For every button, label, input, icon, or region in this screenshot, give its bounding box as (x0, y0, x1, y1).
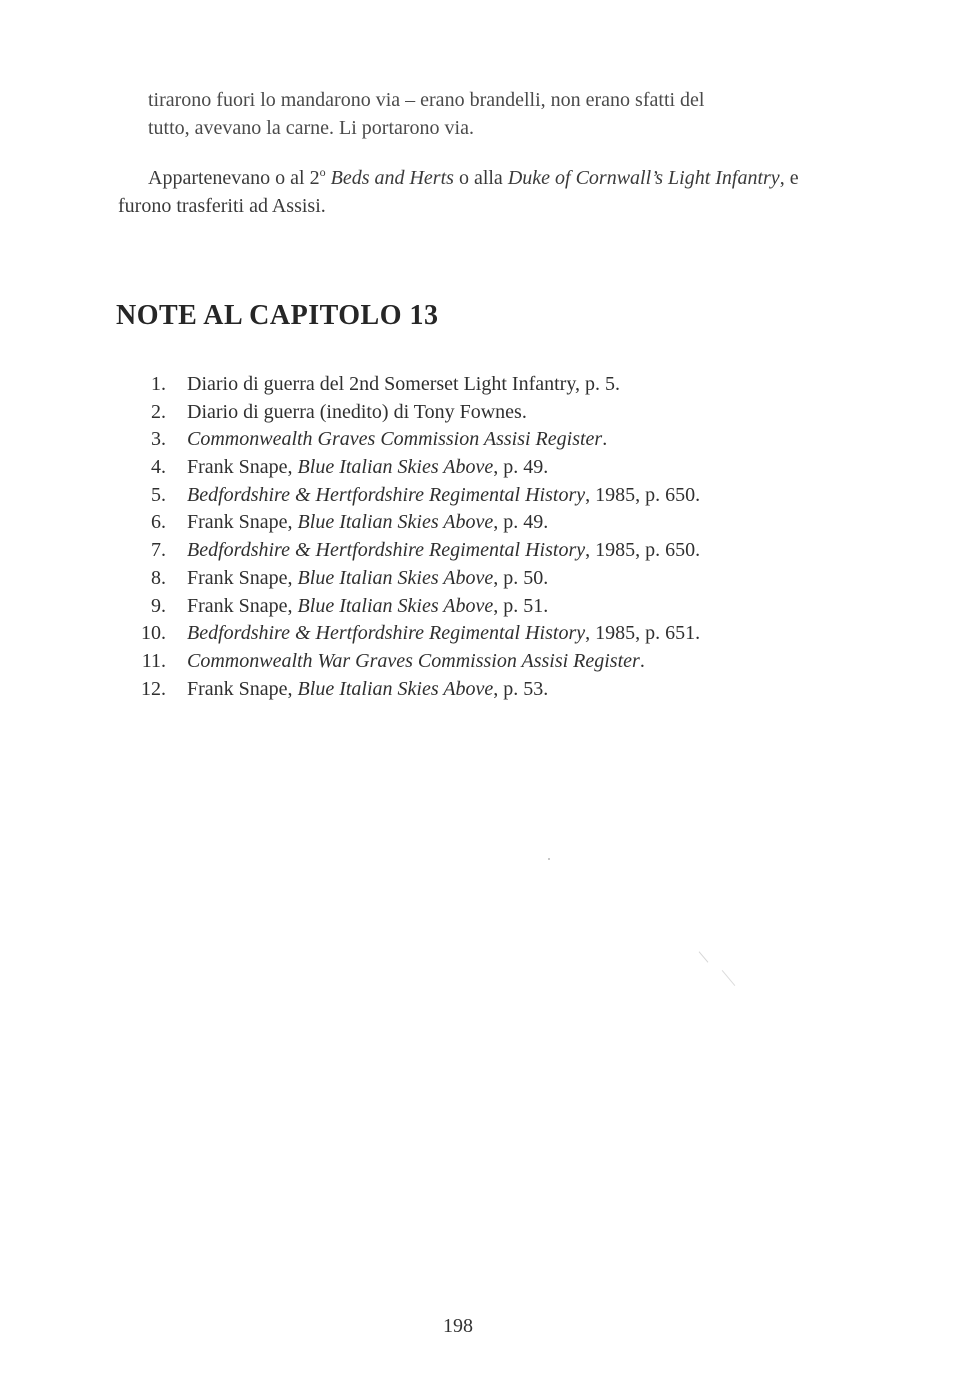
scan-speck (722, 970, 736, 986)
note-item (0, 426, 963, 454)
note-number: 6. (151, 511, 166, 534)
note-number: 7. (151, 539, 166, 562)
note-citation-suffix: . (602, 428, 608, 451)
note-source-title: Bedfordshire & Hertfordshire Regimental History (187, 483, 586, 506)
note-text (187, 648, 645, 676)
note-text (187, 537, 700, 565)
note-number: 8. (151, 566, 166, 589)
note-plain-text: Diario di guerra del 2nd Somerset Light Infantry, p. 5. (187, 373, 621, 395)
note-citation-suffix: . (639, 649, 645, 672)
note-item (0, 454, 963, 482)
section-heading: NOTE AL CAPITOLO 13 (116, 300, 439, 331)
note-text (187, 593, 548, 621)
note-citation-suffix: , p. 49. (493, 511, 549, 534)
note-source-title: Commonwealth War Graves Commission Assisi Register (187, 649, 640, 672)
note-item (0, 371, 963, 399)
notes-list (0, 371, 963, 703)
note-plain-text: Frank Snape, (187, 566, 298, 589)
note-citation-suffix: , p. 51. (493, 594, 549, 617)
regiment-name: Duke of Cornwall’s Light Infantry (507, 167, 780, 189)
note-plain-text: Frank Snape, (187, 456, 298, 479)
note-source-title: Bedfordshire & Hertfordshire Regimental History (187, 622, 586, 645)
note-number: 1. (151, 373, 166, 395)
body-paragraph (118, 164, 828, 220)
note-item (0, 648, 963, 676)
note-plain-text: Frank Snape, (187, 677, 298, 700)
paragraph-text: Appartenevano o al 2 (148, 167, 320, 189)
note-text (187, 399, 527, 427)
body-paragraph-continued (148, 86, 828, 142)
note-number: 4. (151, 456, 166, 479)
paragraph-line: tutto, avevano la carne. Li portarono via. (148, 117, 474, 139)
note-number: 10. (141, 622, 166, 645)
paragraph-line: tirarono fuori lo mandarono via – erano brandelli, non erano sfatti del (148, 89, 705, 111)
note-text (187, 482, 700, 510)
note-text (187, 509, 548, 537)
note-number: 5. (151, 483, 166, 506)
note-item (0, 676, 963, 704)
note-text (187, 426, 607, 454)
note-number: 2. (151, 400, 166, 423)
scan-speck (548, 858, 550, 860)
note-item (0, 482, 963, 510)
note-citation-suffix: , p. 50. (493, 566, 549, 589)
note-item (0, 399, 963, 427)
note-number: 3. (151, 428, 166, 451)
note-plain-text: Frank Snape, (187, 594, 298, 617)
note-source-title: Blue Italian Skies Above (297, 456, 494, 479)
note-item (0, 620, 963, 648)
note-number: 12. (141, 677, 166, 700)
note-source-title: Blue Italian Skies Above (297, 511, 494, 534)
note-text (187, 620, 700, 648)
note-item (0, 593, 963, 621)
note-number: 9. (151, 594, 166, 617)
note-source-title: Blue Italian Skies Above (297, 677, 494, 700)
note-number: 11. (141, 649, 166, 672)
scan-speck (699, 951, 709, 962)
note-source-title: Bedfordshire & Hertfordshire Regimental History (187, 539, 586, 562)
regiment-name: Beds and Herts (330, 167, 454, 189)
note-source-title: Blue Italian Skies Above (297, 566, 494, 589)
note-source-title: Commonwealth Graves Commission Assisi Register (187, 428, 603, 451)
note-citation-suffix: , p. 53. (493, 677, 549, 700)
note-item (0, 509, 963, 537)
note-text (187, 676, 548, 704)
note-text (187, 454, 548, 482)
note-citation-suffix: , 1985, p. 650. (585, 483, 701, 506)
note-text (187, 371, 620, 399)
paragraph-text: , e furono trasferiti ad Assisi. (118, 167, 799, 217)
paragraph-text: o alla (453, 167, 508, 189)
page-number: 198 (443, 1315, 473, 1337)
note-item (0, 537, 963, 565)
note-citation-suffix: , 1985, p. 650. (585, 539, 701, 562)
note-text (187, 565, 548, 593)
note-plain-text: Diario di guerra (inedito) di Tony Fownes. (187, 400, 527, 423)
note-plain-text: Frank Snape, (187, 511, 298, 534)
note-citation-suffix: , 1985, p. 651. (585, 622, 701, 645)
note-source-title: Blue Italian Skies Above (297, 594, 494, 617)
ordinal-superscript: o (319, 165, 326, 179)
note-item (0, 565, 963, 593)
note-citation-suffix: , p. 49. (493, 456, 549, 479)
